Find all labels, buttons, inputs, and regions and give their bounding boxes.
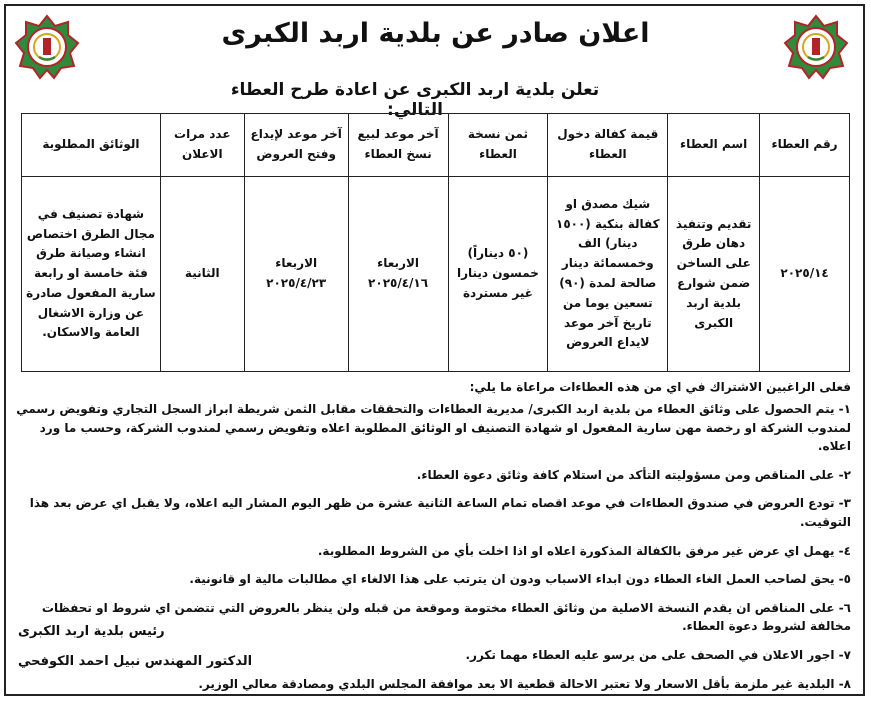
condition-item-7: ٧- اجور الاعلان في الصحف على من يرسو عليه العطاء مهما تكرر. [465,647,851,662]
header-tender-name: اسم العطاء [668,114,760,177]
cell-announcement-count: الثانية [160,177,244,372]
header-sale-deadline: آخر موعد لبيع نسخ العطاء [348,114,448,177]
copy-price-amount: (٥٠ ديناراً) [467,246,529,261]
header-required-documents: الوثائق المطلوبة [22,114,161,177]
signatory-title: رئيس بلدية اربد الكبرى [18,624,165,639]
municipality-logo-right [783,14,849,80]
conditions-intro: فعلى الراغبين الاشتراك في اي من هذه العطاءات مراعاة ما يلي: [469,380,851,394]
condition-item-4: ٤- يهمل اي عرض غير مرفق بالكفالة المذكورة اعلاه او اذا اخلت بأي من الشروط المطلوبة. [317,543,851,558]
tender-table [21,113,850,372]
municipality-logo-left [14,14,80,80]
table-header-row [22,114,850,177]
opening-day: الاربعاء [275,256,318,271]
cell-copy-price [448,177,548,372]
condition-item-5: ٥- يحق لصاحب العمل الغاء العطاء دون ابداء الاسباب ودون ان يترتب على هذا الالغاء اي مطالبات مالية او قانونية. [189,572,851,587]
condition-item-1: ١- يتم الحصول على وثائق العطاء من بلدية اربد الكبرى/ مديرية العطاءات والتحققات مقابل الثمن شريطة ابراز السجل التجاري وتفويض رسمي لمندوب الشركة او رخصة مهن سارية المفعول او شهادة التصنيف او الوثائق المطلوبة اعلاه وتفويض رسمي لمندوب الشركة، وحسب ما ورد اعلاه. [16,402,851,454]
notice-subtitle: تعلن بلدية اربد الكبرى عن اعادة طرح العطاء التالي: [230,80,600,120]
header-bond-value: قيمة كفالة دخول العطاء [548,114,668,177]
cell-tender-no: ٢٠٢٥/١٤ [760,177,850,372]
condition-item-3: ٣- تودع العروض في صندوق العطاءات في موعد اقصاه تمام الساعة الثانية عشرة من ظهر اليوم المشار اليه اعلاه، ولا يقبل اي عرض بعد هذا التوقيت. [29,496,851,529]
header-copy-price: ثمن نسخة العطاء [448,114,548,177]
cell-opening-deadline [244,177,348,372]
table-row [22,177,850,372]
header-announcement-count: عدد مرات الاعلان [160,114,244,177]
copy-price-words: خمسون دينارا غير مستردة [456,266,539,300]
cell-tender-name: تقديم وتنفيذ دهان طرق على الساخن ضمن شوارع بلدية اربد الكبرى [668,177,760,372]
cell-bond-value: شيك مصدق او كفالة بنكية (١٥٠٠ دينار) الف وخمسمائة دينار صالحة لمدة (٩٠) تسعين يوما من تاريخ آخر موعد لايداع العروض [548,177,668,372]
sale-date: ٢٠٢٥/٤/١٦ [368,276,429,290]
condition-item-8: ٨- البلدية غير ملزمة بأقل الاسعار ولا تعتبر الاحالة قطعية الا بعد موافقة المجلس البلدي ومصادقة معالي الوزير. [198,676,851,691]
cell-sale-deadline [348,177,448,372]
sale-day: الاربعاء [377,256,420,271]
condition-item-2: ٢- على المناقص ومن مسؤوليته التأكد من استلام كافة وثائق دعوة العطاء. [416,467,851,482]
header-opening-deadline: آخر موعد لإيداع وفتح العروض [244,114,348,177]
cell-required-documents: شهادة تصنيف في مجال الطرق اختصاص انشاء وصيانة طرق فئة خامسة او رابعة سارية المفعول صادرة عن وزارة الاشغال العامة والاسكان. [22,177,161,372]
opening-date: ٢٠٢٥/٤/٢٣ [266,276,327,290]
header-tender-no: رقم العطاء [760,114,850,177]
signatory-name: الدكتور المهندس نبيل احمد الكوفحي [18,654,253,669]
notice-title: اعلان صادر عن بلدية اربد الكبرى [221,18,650,49]
condition-item-6: ٦- على المناقص ان يقدم النسخة الاصلية من وثائق العطاء مختومة وموقعة من قبله ولن ينظر بالعروض التي تتضمن اي شروط او تحفظات مخالفة لشروط دعوة العطاء. [41,600,851,634]
